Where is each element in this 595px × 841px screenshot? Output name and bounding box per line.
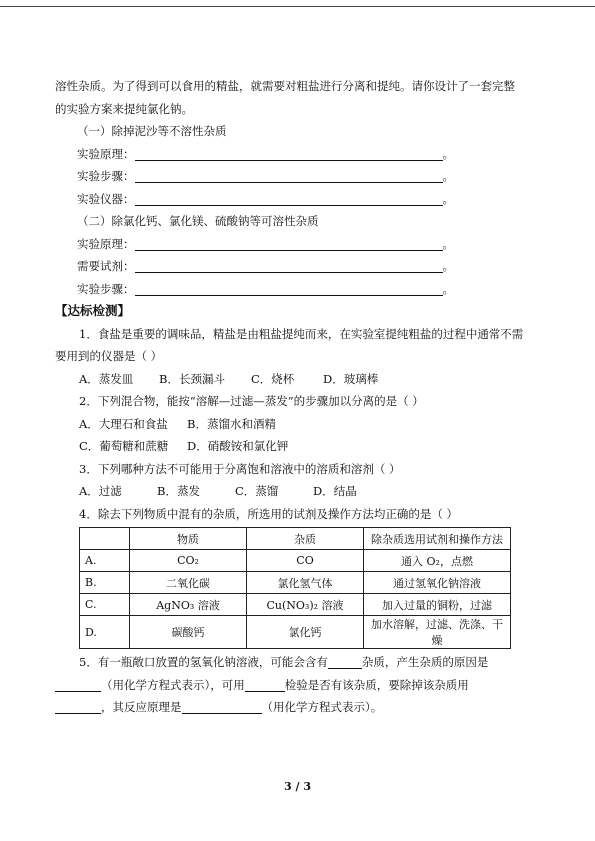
q5-text: （用化学方程式表示），可用 [101, 677, 245, 692]
option-cell: D. [80, 616, 130, 649]
option[interactable]: D．结晶 [313, 484, 357, 498]
part2-title: （二）除氯化钙、氯化镁、硫酸钠等可溶性杂质 [77, 214, 319, 228]
end-mark: 。 [442, 259, 454, 273]
table-row[interactable] [80, 550, 511, 572]
option-cell: A. [80, 550, 130, 572]
option[interactable]: A．过滤 [79, 484, 122, 498]
option[interactable]: D．硝酸铵和氯化钾 [187, 439, 289, 453]
answer-blank[interactable] [135, 191, 443, 206]
q4-table [79, 527, 511, 649]
q3-options [55, 480, 545, 503]
impurity-cell: 氯化钙 [247, 616, 364, 649]
answer-blank[interactable] [245, 678, 285, 692]
q5-line-1 [55, 651, 545, 674]
impurity-cell: Cu(NO₃)₂ 溶液 [247, 594, 364, 616]
end-mark: 。 [442, 146, 454, 161]
q5-text: 检验是否有该杂质，要除掉该杂质用 [284, 677, 469, 692]
answer-blank[interactable] [135, 168, 443, 183]
part2-row-steps [55, 278, 545, 301]
table-header-row [80, 528, 511, 550]
row-label: 实验仪器： [77, 191, 135, 206]
substance-cell: 碳酸钙 [130, 616, 247, 649]
option-cell: B. [80, 572, 130, 594]
answer-blank[interactable] [135, 258, 443, 273]
option[interactable]: D．玻璃棒 [323, 371, 379, 386]
q5-line-3 [55, 696, 545, 719]
table-row[interactable] [80, 594, 511, 616]
q1-stem-1: 1．食盐是重要的调味品，精盐是由粗盐提纯而来，在实验室提纯粗盐的过程中通常不需 [79, 326, 524, 341]
q1-options [55, 368, 545, 391]
row-label: 实验原理： [77, 146, 135, 161]
option[interactable]: B．长颈漏斗 [159, 371, 225, 386]
end-mark: 。 [442, 236, 454, 251]
q5-text: ，其反应原理是 [101, 700, 182, 714]
option[interactable]: A．大理石和食盐 [79, 416, 168, 431]
intro-line-1: 溶性杂质。为了得到可以食用的精盐，就需要对粗盐进行分离和提纯。请你设计了一套完整 [55, 79, 515, 93]
q2-options-2 [55, 435, 545, 458]
q2-options-1 [55, 413, 545, 436]
q5-text: （用化学方程式表示）。 [261, 700, 383, 714]
section-title: 【达标检测】 [55, 303, 131, 318]
substance-cell: CO₂ [130, 550, 247, 572]
substance-cell: 二氧化碳 [130, 572, 247, 594]
part1-row-steps [55, 165, 545, 188]
answer-blank[interactable] [182, 700, 262, 714]
part2-row-reagents [55, 255, 545, 278]
table-row[interactable] [80, 572, 511, 594]
option-cell: C. [80, 594, 130, 616]
row-label: 实验步骤： [77, 281, 135, 296]
method-cell: 加入过量的铜粉，过滤 [364, 594, 511, 616]
q4-stem: 4．除去下列物质中混有的杂质，所选用的试剂及操作方法均正确的是（ ） [79, 506, 458, 521]
end-mark: 。 [442, 191, 454, 206]
substance-cell: AgNO₃ 溶液 [130, 594, 247, 616]
header-rule [0, 6, 595, 7]
option[interactable]: B．蒸发 [157, 484, 200, 498]
q5-text: 杂质，产生杂质的原因是 [361, 655, 489, 669]
row-label: 实验原理： [77, 236, 135, 251]
q3-stem: 3．下列哪种方法不可能用于分离饱和溶液中的溶质和溶剂（ ） [79, 461, 401, 476]
impurity-cell: 氯化氢气体 [247, 572, 364, 594]
q1-stem-2: 要用到的仪器是（ ） [55, 349, 163, 363]
option[interactable]: C．葡萄糖和蔗糖 [79, 439, 169, 453]
option[interactable]: A．蒸发皿 [79, 371, 134, 386]
answer-blank[interactable] [328, 655, 362, 669]
part1-row-instruments [55, 188, 545, 211]
method-cell: 通过氢氧化钠溶液 [364, 572, 511, 594]
part1-title: （一）除掉泥沙等不溶性杂质 [77, 124, 227, 138]
page-content [55, 75, 545, 719]
header-cell: 杂质 [247, 528, 364, 550]
answer-blank[interactable] [135, 146, 443, 161]
answer-blank[interactable] [55, 678, 101, 692]
part1-row-principle [55, 143, 545, 166]
q2-stem: 2．下列混合物，能按“溶解—过滤—蒸发”的步骤加以分离的是（ ） [79, 394, 424, 408]
option[interactable]: C．烧杯 [251, 371, 295, 386]
header-cell [80, 528, 130, 550]
end-mark: 。 [442, 281, 454, 296]
answer-blank[interactable] [135, 236, 443, 251]
option[interactable]: B．蒸馏水和酒精 [187, 416, 276, 431]
page-number: 3 / 3 [284, 780, 311, 793]
answer-blank[interactable] [55, 700, 101, 714]
answer-blank[interactable] [135, 281, 443, 296]
method-cell: 通入 O₂，点燃 [364, 550, 511, 572]
end-mark: 。 [442, 169, 454, 183]
method-cell: 加水溶解，过滤、洗涤、干燥 [364, 616, 511, 649]
impurity-cell: CO [247, 550, 364, 572]
intro-line-2: 的实验方案来提纯氯化钠。 [55, 101, 193, 116]
option[interactable]: C．蒸馏 [235, 484, 279, 498]
row-label: 需要试剂： [77, 259, 135, 273]
table-row[interactable] [80, 616, 511, 649]
header-cell: 除杂质选用试剂和操作方法 [364, 528, 511, 550]
q5-text: 5．有一瓶敞口放置的氢氧化钠溶液，可能会含有 [79, 655, 328, 669]
q5-line-2 [55, 674, 545, 697]
row-label: 实验步骤： [77, 169, 135, 183]
header-cell: 物质 [130, 528, 247, 550]
part2-row-principle [55, 233, 545, 256]
